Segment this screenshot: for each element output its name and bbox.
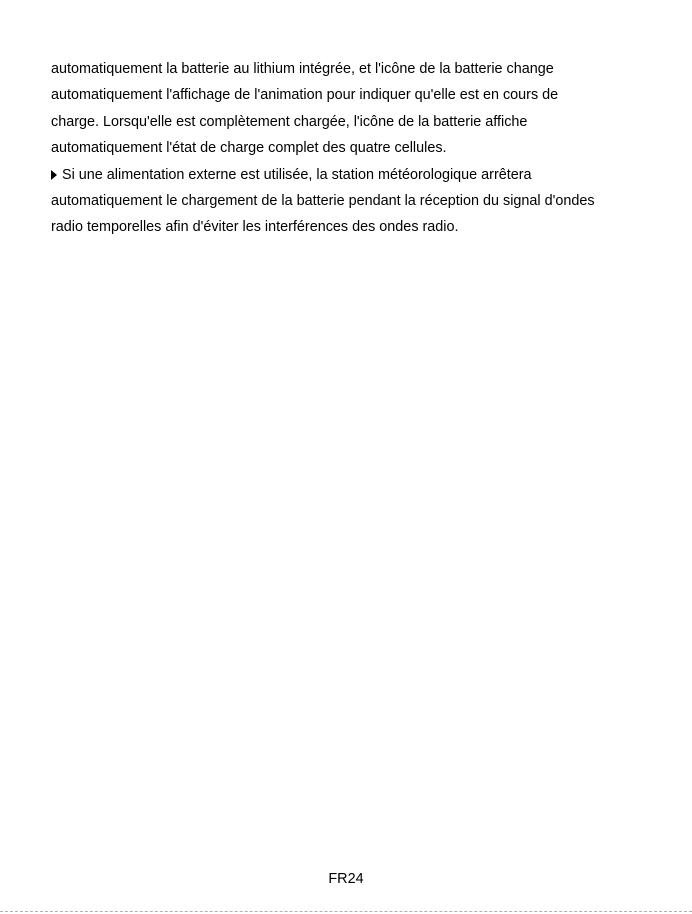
triangle-right-icon: [51, 170, 57, 180]
paragraph-line-4: automatiquement l'état de charge complet des quatre cellules.: [51, 140, 447, 157]
body-text: [51, 56, 651, 241]
page-number: FR24: [328, 871, 364, 887]
page-bottom-divider: [0, 911, 692, 912]
paragraph-line-2: automatiquement l'affichage de l'animation pour indiquer qu'elle est en cours de: [51, 87, 559, 104]
paragraph-line-3: charge. Lorsqu'elle est complètement chargée, l'icône de la batterie affiche: [51, 113, 528, 130]
paragraph-line-1: automatiquement la batterie au lithium intégrée, et l'icône de la batterie change: [51, 61, 554, 77]
bullet-line-2: automatiquement le chargement de la batterie pendant la réception du signal d'ondes: [51, 192, 595, 209]
bullet-line-1: [51, 162, 651, 188]
bullet-text-1: Si une alimentation externe est utilisée, la station météorologique arrêtera: [62, 166, 532, 183]
bullet-line-3: radio temporelles afin d'éviter les interférences des ondes radio.: [51, 219, 459, 236]
